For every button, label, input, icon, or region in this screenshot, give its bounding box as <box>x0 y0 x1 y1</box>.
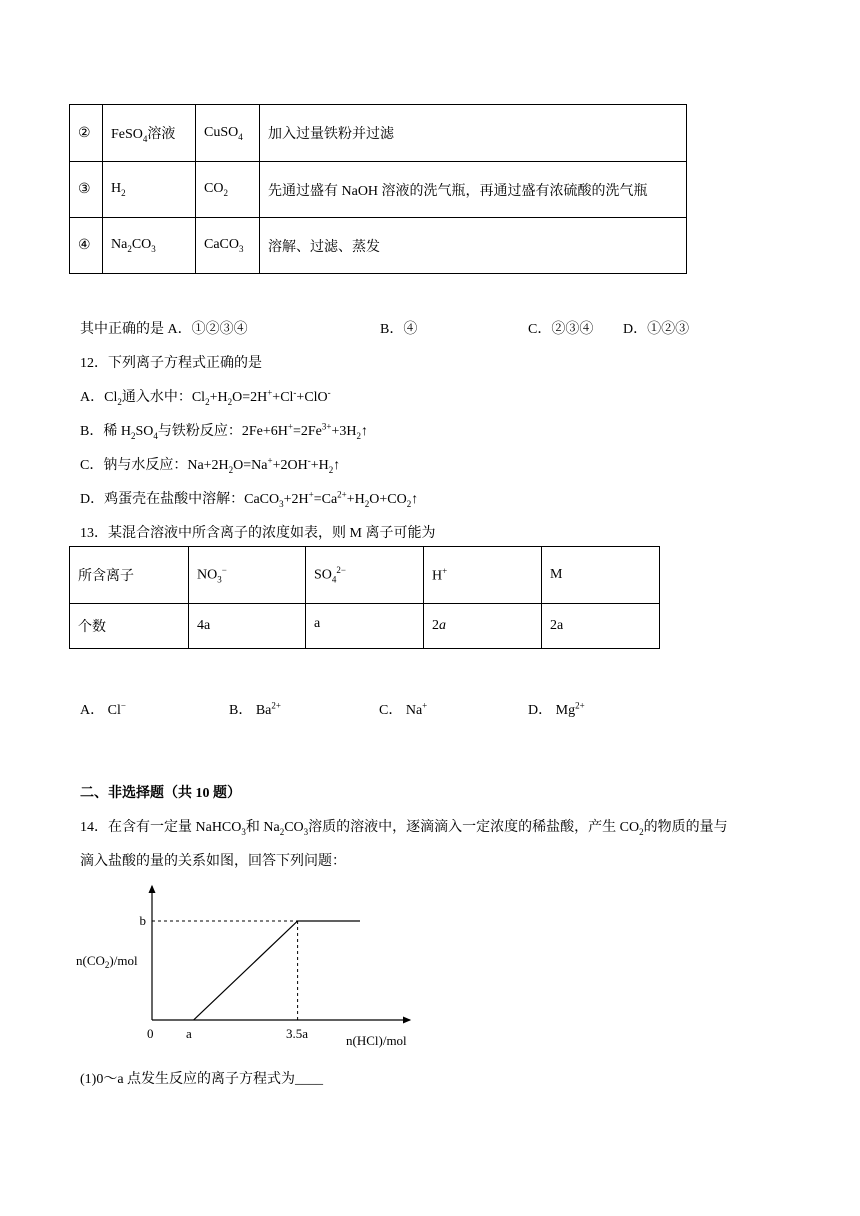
header-sulfate: $SO_4^{2-}$ <box>306 547 424 604</box>
row-number: ③ <box>70 162 103 218</box>
substance-cell: FeSO$_4$溶液 <box>103 105 196 162</box>
purification-table <box>69 104 687 274</box>
cell-sulfate: a <box>306 604 424 649</box>
q14-line1: 14．在含有一定量 NaHCO$_3$和 $Na_2CO_3$溶质的溶液中，逐滴滴入一定浓度的稀盐酸，产生 $CO_2$的物质的量与 <box>80 820 728 837</box>
header-nitrate: $NO_3^-$ <box>189 547 306 604</box>
table-row <box>70 604 660 649</box>
origin-label: 0 <box>147 1026 154 1041</box>
q14-line2: 滴入盐酸的量的关系如图，回答下列问题： <box>80 854 346 869</box>
table-row <box>70 547 660 604</box>
table-row <box>70 105 687 162</box>
method-cell: 先通过盛有 NaOH 溶液的洗气瓶，再通过盛有浓硫酸的洗气瓶 <box>260 162 687 218</box>
table-row <box>70 218 687 274</box>
q14-sub1: (1)0～a 点发生反应的离子方程式为____ <box>80 1072 324 1087</box>
q13-option-b: B． $Ba^{2+}$ <box>229 700 281 718</box>
q13-option-c: C． Na+ <box>379 700 428 718</box>
impurity-cell: CuSO$_4$ <box>196 105 260 162</box>
q11-stem: 其中正确的是 A．①②③④ <box>80 322 248 337</box>
co2-hcl-graph <box>70 878 430 1053</box>
q12-stem: 12．下列离子方程式正确的是 <box>80 356 262 371</box>
q13-option-d: D． $Mg^{2+}$ <box>528 700 585 718</box>
header-m: M <box>542 547 660 604</box>
q12-option-d: D．鸡蛋壳在盐酸中溶解：$CaCO_3+2H^+=Ca^{2+}+H_2O+CO_2↑$ <box>80 489 419 509</box>
y-tick-label-b: b <box>139 913 146 928</box>
q13-option-a: A． Cl− <box>80 700 126 718</box>
section-heading: 二、非选择题（共 10 题） <box>80 786 241 801</box>
cell-m: 2a <box>542 604 660 649</box>
x-axis-label: n(HCl)/mol <box>346 1033 407 1048</box>
row-number: ④ <box>70 218 103 274</box>
table-row <box>70 162 687 218</box>
row-label: 个数 <box>70 604 189 649</box>
x-tick-label-a: a <box>186 1026 192 1041</box>
q12-option-c: C．钠与水反应：$Na+2H_2O=Na^++2OH^-+H_2↑$ <box>80 455 341 475</box>
header-hydrogen: H+ <box>424 547 542 604</box>
impurity-cell: $CO_2$ <box>196 162 260 218</box>
q11-option-b: B．④ <box>380 322 418 337</box>
q11-option-d: D．①②③ <box>623 322 690 337</box>
method-cell: 加入过量铁粉并过滤 <box>260 105 687 162</box>
method-cell: 溶解、过滤、蒸发 <box>260 218 687 274</box>
series-line <box>194 921 360 1020</box>
cell-hydrogen: 2a <box>424 604 542 649</box>
q12-option-a: A．$Cl_2$通入水中：$Cl_2+H_2O=2H^++Cl^-+ClO^-$ <box>80 387 331 407</box>
y-axis-label: $n(CO_2)$/mol <box>76 953 138 970</box>
substance-cell: $H_2$ <box>103 162 196 218</box>
impurity-cell: CaCO$_3$ <box>196 218 260 274</box>
header-label: 所含离子 <box>70 547 189 604</box>
cell-nitrate: 4a <box>189 604 306 649</box>
q12-option-b: B．稀 $H_2SO_4$与铁粉反应：$2Fe+6H^+=2Fe^{3+}+3H_2↑$ <box>80 421 368 441</box>
substance-cell: $Na_2CO_3$ <box>103 218 196 274</box>
q13-stem: 13．某混合溶液中所含离子的浓度如表，则 M 离子可能为 <box>80 526 436 541</box>
row-number: ② <box>70 105 103 162</box>
x-tick-label-3-5a: 3.5a <box>286 1026 309 1041</box>
q11-option-c: C．②③④ <box>528 322 594 337</box>
ion-table <box>69 546 660 649</box>
